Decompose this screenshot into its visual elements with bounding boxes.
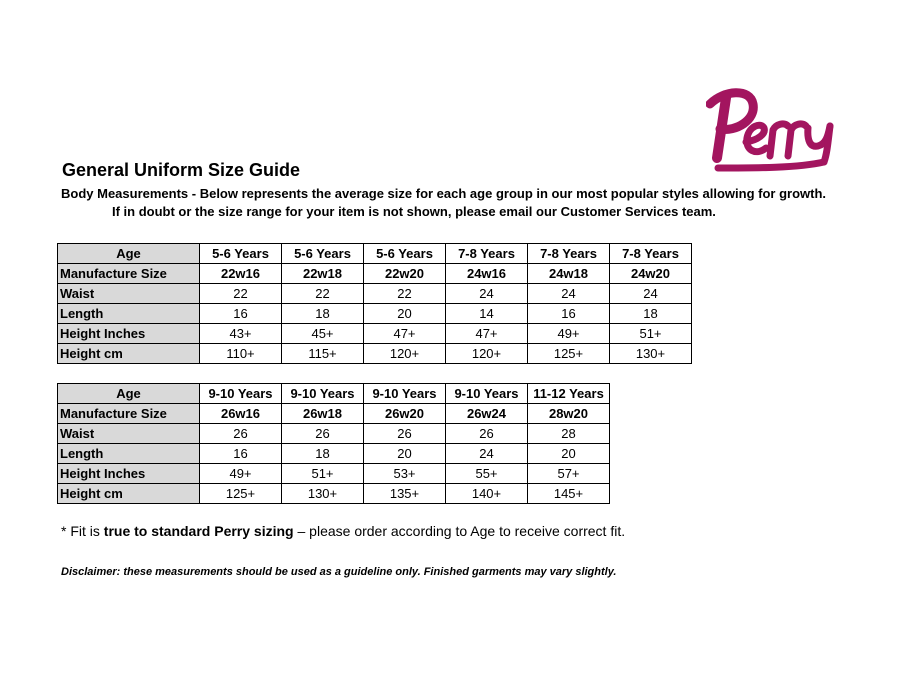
table-row-length xyxy=(58,444,610,464)
table-cell: 24w18 xyxy=(528,264,610,284)
table-cell: 110+ xyxy=(200,344,282,364)
table-row-waist xyxy=(58,284,692,304)
table-cell: 9-10 Years xyxy=(364,384,446,404)
table-cell: 26w24 xyxy=(446,404,528,424)
table-cell: 125+ xyxy=(528,344,610,364)
table-cell: 28w20 xyxy=(528,404,610,424)
table-cell: 26w18 xyxy=(282,404,364,424)
page-title: General Uniform Size Guide xyxy=(62,160,301,180)
table-cell: 26 xyxy=(364,424,446,444)
table-cell: 140+ xyxy=(446,484,528,504)
table-row-waist xyxy=(58,424,610,444)
table-cell: 5-6 Years xyxy=(282,244,364,264)
table-cell: 18 xyxy=(282,304,364,324)
row-label: Length xyxy=(58,304,200,324)
table-cell: 24 xyxy=(446,444,528,464)
table-cell: 5-6 Years xyxy=(200,244,282,264)
row-label: Height Inches xyxy=(58,464,200,484)
table-cell: 7-8 Years xyxy=(446,244,528,264)
row-label: Waist xyxy=(58,284,200,304)
table-cell: 9-10 Years xyxy=(282,384,364,404)
table-cell: 22w16 xyxy=(200,264,282,284)
table-cell: 51+ xyxy=(282,464,364,484)
table-cell: 5-6 Years xyxy=(364,244,446,264)
row-label: Height cm xyxy=(58,484,200,504)
table-cell: 24 xyxy=(446,284,528,304)
table-cell: 22 xyxy=(282,284,364,304)
table-cell: 18 xyxy=(610,304,692,324)
table-cell: 26w20 xyxy=(364,404,446,424)
table-cell: 115+ xyxy=(282,344,364,364)
table-cell: 16 xyxy=(200,304,282,324)
table-cell: 26 xyxy=(446,424,528,444)
table-row-height-cm xyxy=(58,484,610,504)
table-cell: 47+ xyxy=(446,324,528,344)
perry-logo xyxy=(706,84,840,174)
table-cell: 7-8 Years xyxy=(610,244,692,264)
fit-note-prefix: * Fit is xyxy=(61,523,104,539)
table-cell: 120+ xyxy=(446,344,528,364)
table-cell: 130+ xyxy=(282,484,364,504)
size-table-2 xyxy=(57,383,610,504)
table-cell: 11-12 Years xyxy=(528,384,610,404)
table-cell: 18 xyxy=(282,444,364,464)
table-row-age xyxy=(58,384,610,404)
intro-line-2: If in doubt or the size range for your item is not shown, please email our Customer Services team. xyxy=(112,204,716,219)
table-cell: 24w20 xyxy=(610,264,692,284)
table-row-height-cm xyxy=(58,344,692,364)
table-cell: 55+ xyxy=(446,464,528,484)
table-cell: 53+ xyxy=(364,464,446,484)
row-label: Height cm xyxy=(58,344,200,364)
table-cell: 22 xyxy=(200,284,282,304)
table-cell: 120+ xyxy=(364,344,446,364)
table-cell: 7-8 Years xyxy=(528,244,610,264)
table-cell: 28 xyxy=(528,424,610,444)
row-label: Length xyxy=(58,444,200,464)
table-row-height-inches xyxy=(58,324,692,344)
table-row-manufacture-size xyxy=(58,404,610,424)
table-cell: 14 xyxy=(446,304,528,324)
fit-note-bold: true to standard Perry sizing xyxy=(103,523,294,539)
table-cell: 26w16 xyxy=(200,404,282,424)
table-row-manufacture-size xyxy=(58,264,692,284)
row-label: Height Inches xyxy=(58,324,200,344)
fit-note-suffix: – please order according to Age to receive correct fit. xyxy=(293,523,626,539)
table-cell: 43+ xyxy=(200,324,282,344)
table-cell: 20 xyxy=(364,444,446,464)
table-cell: 26 xyxy=(200,424,282,444)
table-row-height-inches xyxy=(58,464,610,484)
disclaimer: Disclaimer: these measurements should be used as a guideline only. Finished garments may vary slightly. xyxy=(61,566,617,578)
table-cell: 49+ xyxy=(200,464,282,484)
table-cell: 130+ xyxy=(610,344,692,364)
fit-note xyxy=(61,523,625,539)
table-cell: 125+ xyxy=(200,484,282,504)
row-label: Manufacture Size xyxy=(58,264,200,284)
table-cell: 20 xyxy=(528,444,610,464)
row-label: Waist xyxy=(58,424,200,444)
table-cell: 24w16 xyxy=(446,264,528,284)
table-cell: 26 xyxy=(282,424,364,444)
table-cell: 57+ xyxy=(528,464,610,484)
row-label: Age xyxy=(58,244,200,264)
table-cell: 24 xyxy=(610,284,692,304)
table-cell: 51+ xyxy=(610,324,692,344)
table-cell: 47+ xyxy=(364,324,446,344)
table-cell: 22 xyxy=(364,284,446,304)
table-row-age xyxy=(58,244,692,264)
table-cell: 135+ xyxy=(364,484,446,504)
table-cell: 9-10 Years xyxy=(446,384,528,404)
size-table-1 xyxy=(57,243,692,364)
row-label: Manufacture Size xyxy=(58,404,200,424)
table-cell: 22w18 xyxy=(282,264,364,284)
table-cell: 20 xyxy=(364,304,446,324)
table-cell: 16 xyxy=(528,304,610,324)
table-cell: 145+ xyxy=(528,484,610,504)
table-cell: 24 xyxy=(528,284,610,304)
table-row-length xyxy=(58,304,692,324)
row-label: Age xyxy=(58,384,200,404)
intro-line-1: Body Measurements - Below represents the average size for each age group in our most popular styles allowing for growth. xyxy=(61,186,827,201)
table-cell: 49+ xyxy=(528,324,610,344)
table-cell: 45+ xyxy=(282,324,364,344)
table-cell: 16 xyxy=(200,444,282,464)
table-cell: 9-10 Years xyxy=(200,384,282,404)
table-cell: 22w20 xyxy=(364,264,446,284)
